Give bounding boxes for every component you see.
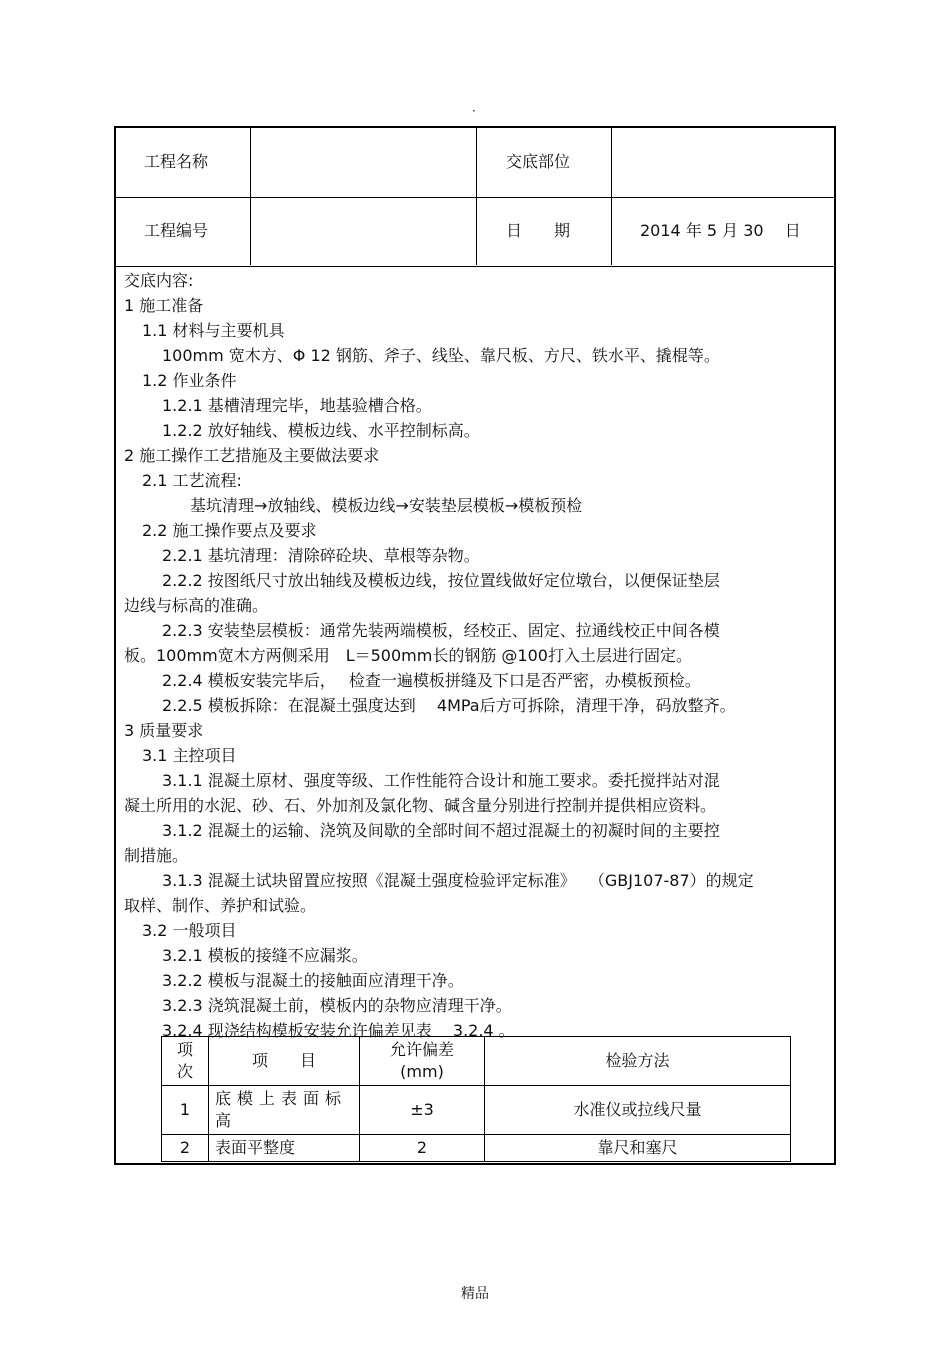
row-item: 表面平整度 xyxy=(209,1135,360,1162)
project-name-label: 工程名称 xyxy=(144,152,209,171)
header-row-1 xyxy=(116,128,834,198)
row-item: 底模上表面标高 xyxy=(209,1086,360,1135)
content-line: 2.2 施工操作要点及要求 xyxy=(142,521,317,540)
content-line: 3.2.3 浇筑混凝土前，模板内的杂物应清理干净。 xyxy=(162,996,512,1015)
location-label: 交底部位 xyxy=(506,152,571,171)
content-line: 基坑清理→放轴线、模板边线→安装垫层模板→模板预检 xyxy=(190,496,583,515)
content-line: 2.2.3 安装垫层模板：通常先装两端模板，经校正、固定、拉通线校正中间各模 xyxy=(162,621,720,640)
date-label: 日 期 xyxy=(506,221,571,240)
header-method: 检验方法 xyxy=(485,1037,791,1086)
row-no: 2 xyxy=(162,1135,209,1162)
content-line: 2.2.5 模板拆除：在混凝土强度达到 4MPa后方可拆除，清理干净，码放整齐。 xyxy=(162,696,736,715)
page-marker: · xyxy=(472,104,476,118)
header-item: 项 目 xyxy=(209,1037,360,1086)
content-line: 1 施工准备 xyxy=(124,296,204,315)
project-no-label: 工程编号 xyxy=(144,221,209,240)
content-line: 2.2.2 按图纸尺寸放出轴线及模板边线，按位置线做好定位墩台，以便保证垫层 xyxy=(162,571,720,590)
content-line: 边线与标高的准确。 xyxy=(124,596,269,615)
content-line: 3.1.3 混凝土试块留置应按照《混凝土强度检验评定标准》 （GBJ107-87）的规定 xyxy=(162,871,754,890)
date-value: 2014 年 5 月 30 日 xyxy=(640,221,801,240)
row-tolerance: 2 xyxy=(360,1135,485,1162)
header-divider-1 xyxy=(250,128,251,265)
content-lines xyxy=(124,293,828,1043)
content-line: 凝土所用的水泥、砂、石、外加剂及氯化物、碱含量分别进行控制并提供相应资料。 xyxy=(124,796,717,815)
content-line: 3.1 主控项目 xyxy=(142,746,237,765)
content-line: 2.2.4 模板安装完毕后， 检查一遍模板拼缝及下口是否严密，办模板预检。 xyxy=(162,671,701,690)
table-row xyxy=(162,1135,791,1162)
disclosure-form xyxy=(114,126,836,1165)
content-title: 交底内容: xyxy=(124,271,194,290)
content-line: 2.1 工艺流程: xyxy=(142,471,242,490)
tolerance-table xyxy=(161,1036,791,1162)
content-line: 1.2 作业条件 xyxy=(142,371,237,390)
row-method: 靠尺和塞尺 xyxy=(485,1135,791,1162)
content-line: 1.2.1 基槽清理完毕，地基验槽合格。 xyxy=(162,396,432,415)
content-line: 3 质量要求 xyxy=(124,721,204,740)
content-line: 2 施工操作工艺措施及主要做法要求 xyxy=(124,446,380,465)
table-row xyxy=(162,1086,791,1135)
disclosure-content xyxy=(124,268,828,1043)
content-line: 3.2 一般项目 xyxy=(142,921,237,940)
table-header-row xyxy=(162,1037,791,1086)
content-line: 1.2.2 放好轴线、模板边线、水平控制标高。 xyxy=(162,421,480,440)
content-line: 取样、制作、养护和试验。 xyxy=(124,896,317,915)
content-line: 3.1.2 混凝土的运输、浇筑及间歇的全部时间不超过混凝土的初凝时间的主要控 xyxy=(162,821,720,840)
content-line: 2.2.1 基坑清理：清除碎砼块、草根等杂物。 xyxy=(162,546,480,565)
content-line: 100mm 宽木方、Φ 12 钢筋、斧子、线坠、靠尺板、方尺、铁水平、撬棍等。 xyxy=(162,346,720,365)
content-line: 3.1.1 混凝土原材、强度等级、工作性能符合设计和施工要求。委托搅拌站对混 xyxy=(162,771,720,790)
row-method: 水准仪或拉线尺量 xyxy=(485,1086,791,1135)
content-line: 3.2.4 现浇结构模板安装允许偏差见表 3.2.4 。 xyxy=(162,1021,515,1040)
content-line: 制措施。 xyxy=(124,846,189,865)
row-tolerance: ±3 xyxy=(360,1086,485,1135)
header-item-no: 项 次 xyxy=(162,1037,209,1086)
content-line: 板。100mm宽木方两侧采用 L＝500mm长的钢筋 @100打入土层进行固定。 xyxy=(124,646,692,665)
content-line: 1.1 材料与主要机具 xyxy=(142,321,285,340)
row-no: 1 xyxy=(162,1086,209,1135)
header-tolerance: 允许偏差 (mm) xyxy=(360,1037,485,1086)
header-divider-3 xyxy=(611,128,612,265)
footer-label: 精品 xyxy=(461,1286,489,1302)
content-line: 3.2.1 模板的接缝不应漏浆。 xyxy=(162,946,368,965)
content-line: 3.2.2 模板与混凝土的接触面应清理干净。 xyxy=(162,971,464,990)
header-divider-2 xyxy=(476,128,477,265)
